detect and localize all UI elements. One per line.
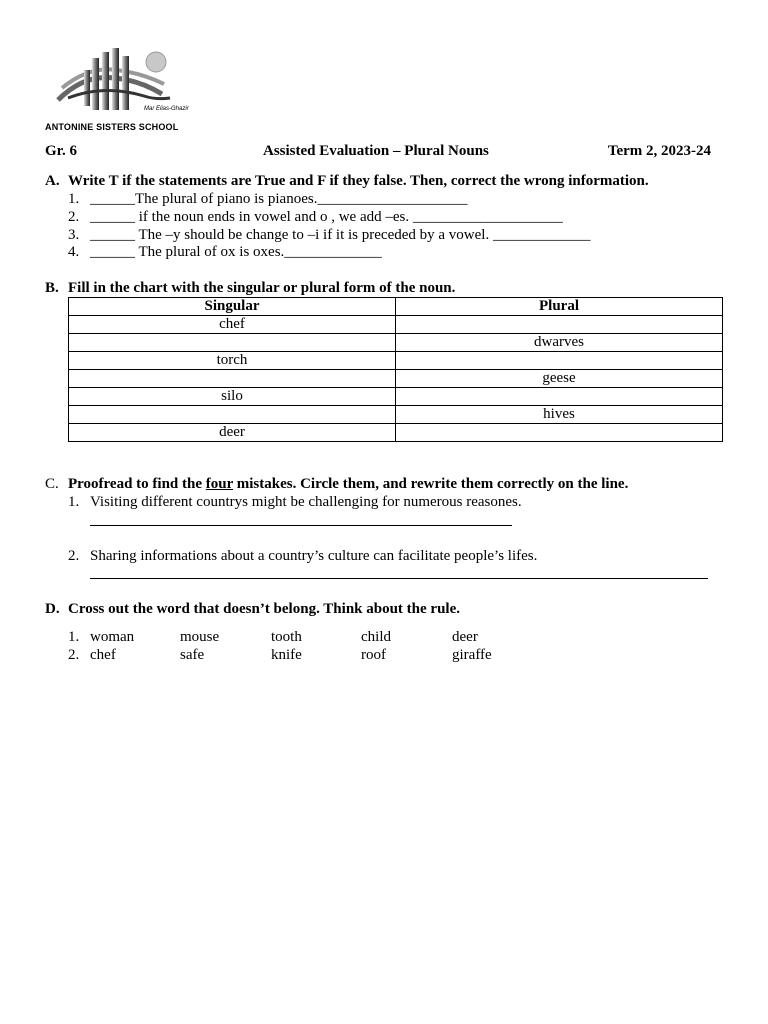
singular-plural-chart (68, 297, 723, 442)
word-choice[interactable]: deer (452, 629, 478, 645)
table-row (69, 370, 723, 388)
worksheet-header (45, 143, 713, 161)
word-row (68, 628, 568, 646)
section-instruction-end: mistakes. Circle them, and rewrite them correctly on the line. (233, 476, 629, 492)
row-number: 2. (68, 647, 80, 663)
section-d-heading (45, 601, 460, 618)
plural-cell: hives (396, 406, 723, 424)
item-number: 3. (68, 227, 80, 243)
singular-cell-blank[interactable] (69, 370, 396, 388)
plural-cell: geese (396, 370, 723, 388)
grade-label: Gr. 6 (45, 143, 77, 159)
section-letter: D. (45, 601, 60, 617)
item-text: Visiting different countrys might be challenging for numerous reasones. (90, 494, 522, 510)
section-instruction: Cross out the word that doesn’t belong. Think about the rule. (68, 601, 460, 617)
school-campus: Mar Elias-Ghazir (144, 106, 189, 112)
section-instruction-start: Proofread to find the (68, 476, 206, 492)
singular-cell: silo (69, 388, 396, 406)
section-instruction: Write T if the statements are True and F if they false. Then, correct the wrong information. (68, 173, 649, 189)
singular-cell-blank[interactable] (69, 334, 396, 352)
table-row (69, 334, 723, 352)
worksheet-title: Assisted Evaluation – Plural Nouns (263, 143, 489, 159)
item-text: ______The plural of piano is pianoes.____________________ (90, 191, 468, 207)
word-choice[interactable]: roof (361, 647, 386, 663)
table-row (69, 316, 723, 334)
chart-header-row (69, 298, 723, 316)
section-c-heading (45, 476, 628, 493)
term-label: Term 2, 2023-24 (607, 143, 711, 159)
word-row (68, 646, 568, 664)
word-choice[interactable]: chef (90, 647, 116, 663)
word-choice[interactable]: tooth (271, 629, 302, 645)
school-name: ANTONINE SISTERS SCHOOL (45, 122, 179, 132)
item-text: ______ The plural of ox is oxes._____________ (90, 244, 382, 260)
item-text: ______ The –y should be change to –i if it is preceded by a vowel. _____________ (90, 227, 591, 243)
item-text: ______ if the noun ends in vowel and o , we add –es. ____________________ (90, 209, 563, 225)
section-a-item[interactable] (68, 243, 382, 261)
word-choice[interactable]: child (361, 629, 391, 645)
word-choice[interactable]: safe (180, 647, 205, 663)
plural-cell: dwarves (396, 334, 723, 352)
row-number: 1. (68, 629, 80, 645)
item-text: Sharing informations about a country’s culture can facilitate people’s lifes. (90, 548, 538, 564)
item-number: 1. (68, 191, 80, 207)
section-a-item[interactable] (68, 190, 467, 208)
word-choice[interactable]: mouse (180, 629, 220, 645)
word-choice[interactable]: knife (271, 647, 302, 663)
section-a-item[interactable] (68, 226, 590, 244)
item-number: 2. (68, 548, 80, 564)
school-logo-graphic (44, 44, 184, 124)
table-row (69, 424, 723, 442)
answer-line[interactable] (90, 525, 512, 526)
section-c-item (68, 493, 522, 511)
plural-header: Plural (396, 298, 723, 316)
section-a-heading (45, 173, 649, 190)
section-letter: A. (45, 173, 60, 189)
table-row (69, 352, 723, 370)
section-letter: B. (45, 280, 59, 296)
word-choice[interactable]: woman (90, 629, 135, 645)
singular-cell: chef (69, 316, 396, 334)
section-a-item[interactable] (68, 208, 563, 226)
plural-cell-blank[interactable] (396, 352, 723, 370)
singular-cell-blank[interactable] (69, 406, 396, 424)
plural-cell-blank[interactable] (396, 316, 723, 334)
word-choice[interactable]: giraffe (452, 647, 492, 663)
table-row (69, 406, 723, 424)
item-number: 2. (68, 209, 80, 225)
singular-cell: torch (69, 352, 396, 370)
answer-line[interactable] (90, 578, 708, 579)
item-number: 4. (68, 244, 80, 260)
plural-cell-blank[interactable] (396, 388, 723, 406)
plural-cell-blank[interactable] (396, 424, 723, 442)
item-number: 1. (68, 494, 80, 510)
section-instruction: Fill in the chart with the singular or plural form of the noun. (68, 280, 456, 296)
table-row (69, 388, 723, 406)
singular-cell: deer (69, 424, 396, 442)
section-instruction-emphasis: four (205, 476, 234, 492)
section-letter: C. (45, 476, 59, 492)
singular-header: Singular (69, 298, 396, 316)
section-c-item (68, 547, 537, 565)
section-b-heading (45, 280, 455, 297)
